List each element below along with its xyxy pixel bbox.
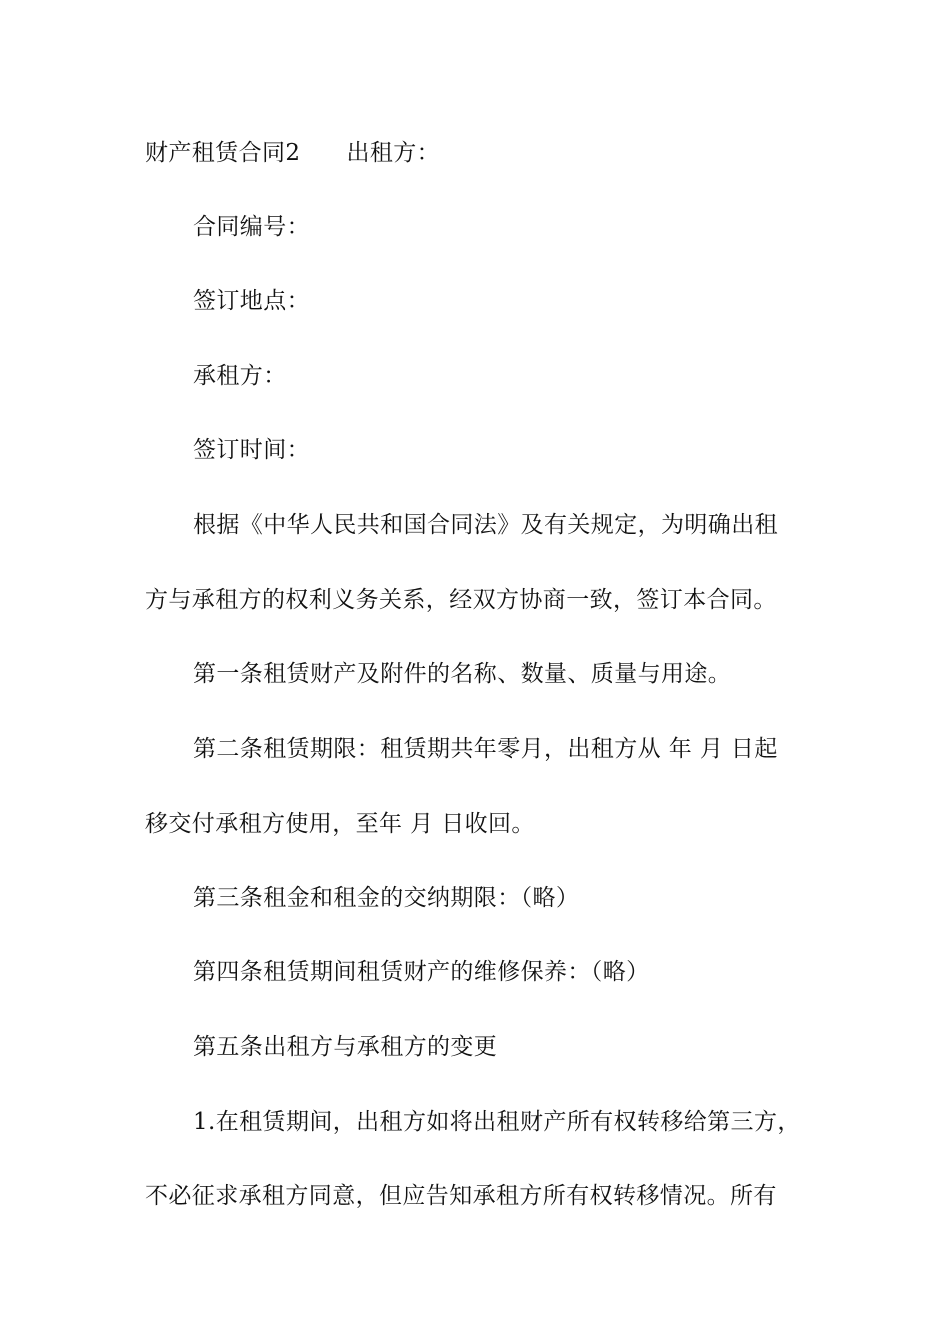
article-2-line-1: 第二条租赁期限：租赁期共年零月，出租方从 年 月 日起 (193, 736, 778, 762)
intro-line-2: 方与承租方的权利义务关系，经双方协商一致，签订本合同。 (145, 587, 777, 613)
clause-1-line-2: 不必征求承租方同意，但应告知承租方所有权转移情况。所有 (145, 1183, 777, 1209)
contract-no-label: 合同编号： (193, 214, 310, 240)
clause-1-line-1: 1.在租赁期间，出租方如将出租财产所有权转移给第三方， (193, 1109, 801, 1135)
intro-line-1: 根据《中华人民共和国合同法》及有关规定，为明确出租 (193, 512, 778, 538)
title-line (145, 139, 440, 167)
document-title: 财产租赁合同2 (145, 140, 301, 166)
lessee-label: 承租方： (193, 363, 287, 389)
article-3: 第三条租金和租金的交纳期限：（略） (193, 885, 580, 911)
lessor-label: 出租方： (346, 140, 441, 166)
time-label: 签订时间： (193, 437, 310, 463)
place-label: 签订地点： (193, 288, 310, 314)
article-1: 第一条租赁财产及附件的名称、数量、质量与用途。 (193, 661, 732, 687)
article-5: 第五条出租方与承租方的变更 (193, 1034, 498, 1060)
article-4: 第四条租赁期间租赁财产的维修保养：（略） (193, 959, 650, 985)
article-2-line-2: 移交付承租方使用，至年 月 日收回。 (145, 811, 535, 837)
